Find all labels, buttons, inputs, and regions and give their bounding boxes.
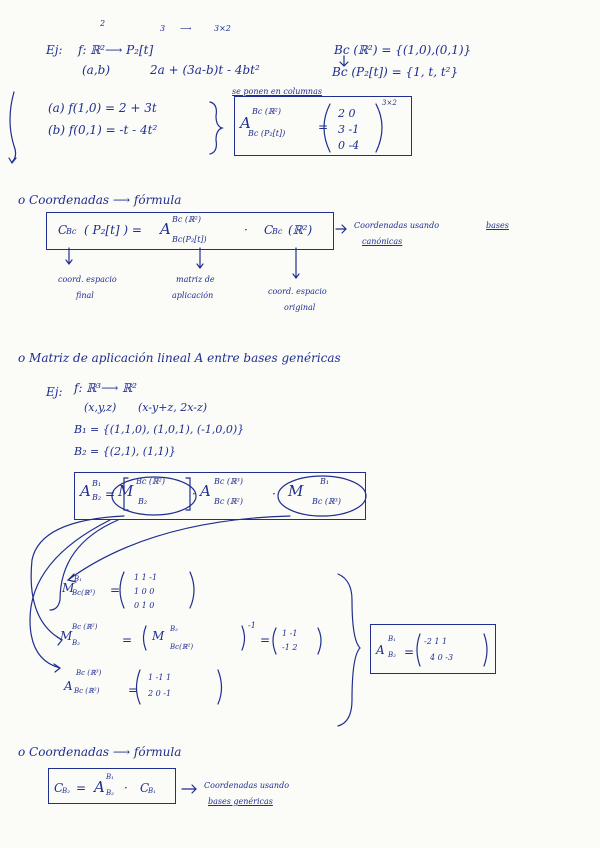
mat2-inner-rparen (242, 626, 245, 650)
matrix-superscript: B₁ (92, 479, 102, 488)
formula-aside: bases genéricas (208, 797, 273, 806)
matrix-subscript: Bc(ℝ³) (72, 589, 96, 597)
matrix-row: 1 -1 (282, 629, 298, 638)
matrix-superscript: Bc (ℝ²) (252, 107, 281, 116)
margin-mark (9, 92, 16, 163)
equals-sign: = (260, 633, 271, 647)
mat1-rparen (190, 572, 194, 608)
matrix-superscript: Bc (ℝ²) (72, 623, 98, 631)
evaluation-1: (a) f(1,0) = 2 + 3t (48, 101, 157, 115)
example-prefix: Ej: (46, 43, 63, 57)
dot-operator: · (192, 487, 196, 501)
matrix-row: 0 1 0 (134, 601, 155, 610)
arrow-down-icon (66, 248, 72, 264)
arrow-right-icon: ⟶ (180, 24, 192, 33)
matrix-symbol: A (94, 778, 105, 796)
coord-symbol: C (264, 223, 274, 237)
formula-aside: canónicas (362, 237, 403, 246)
coord-subscript: B₁ (148, 787, 156, 795)
matrix-symbol: A (160, 220, 171, 238)
matrix-subscript: B₂ (92, 493, 102, 502)
term-label: original (284, 303, 316, 312)
coord-subscript: Bc (272, 227, 283, 236)
matrix-superscript: B₂ (170, 625, 178, 633)
section-title: o Coordenadas ⟶ fórmula (18, 193, 182, 207)
term-label: coord. espacio (268, 287, 327, 296)
matrix-subscript: B₂ (72, 639, 80, 647)
matrix-symbol: M (62, 581, 75, 595)
map-argument: (x,y,z) (84, 401, 117, 414)
map-image: 2a + (3a-b)t - 4bt² (150, 63, 260, 77)
matrix-superscript: Bc (ℝ³) (76, 669, 102, 677)
equals-sign: = (105, 487, 116, 501)
example-prefix: Ej: (46, 385, 63, 399)
matrix-symbol: A (80, 482, 91, 500)
arrow-right-icon (336, 225, 346, 233)
matrix-subscript: Bc(P₂[t]) (172, 235, 207, 244)
matrix-symbol: M (60, 629, 73, 643)
matrix-subscript: B₂ (138, 497, 148, 506)
matrix-subscript: Bc(ℝ²) (170, 643, 194, 651)
exponent-label: 3 (160, 24, 166, 33)
mat2-rparen (318, 628, 321, 654)
matrix-symbol: A (240, 114, 251, 132)
basis-b2: B₂ = {(2,1), (1,1)} (74, 445, 176, 458)
formula-aside: Coordenadas usando (204, 781, 290, 790)
section-title: o Matriz de aplicación lineal A entre bases genéricas (18, 351, 341, 365)
section-title: o Coordenadas ⟶ fórmula (18, 745, 182, 759)
matrix-dimension: 3×2 (382, 99, 397, 107)
matrix-row: 3 -1 (338, 123, 360, 136)
matrix-symbol: A (64, 679, 73, 693)
matrix-superscript: B₁ (74, 575, 82, 583)
canonical-basis-r2: Bc (ℝ²) = {(1,0),(0,1)} (334, 43, 472, 57)
matrix-superscript: Bc (ℝ³) (214, 477, 243, 486)
equals-sign: = (128, 683, 139, 697)
dimension-label: 3×2 (214, 24, 231, 33)
matrix-subscript: B₂ (388, 651, 396, 659)
exponent-label: 2 (100, 19, 106, 28)
mat3-rparen (218, 670, 222, 704)
coord-argument: ( P₂[t] ) = (84, 223, 142, 237)
curve-arrow (30, 520, 110, 672)
evaluation-2: (b) f(0,1) = -t - 4t² (48, 123, 158, 137)
formula-aside: bases (486, 221, 509, 230)
matrix-row: 1 -1 1 (148, 673, 172, 682)
matrix-superscript: B₁ (106, 773, 114, 781)
big-brace (338, 574, 360, 726)
basis-b1: B₁ = {(1,1,0), (1,0,1), (-1,0,0)} (74, 423, 245, 436)
matrix-subscript: Bc (ℝ³) (312, 497, 341, 506)
dot-operator: · (124, 781, 128, 795)
term-label: matriz de (176, 275, 215, 284)
equals-sign: = (110, 583, 121, 597)
map-definition: f: ℝ³⟶ ℝ² (74, 381, 137, 395)
matrix-superscript: Bc (ℝ²) (136, 477, 165, 486)
matrix-symbol: M (152, 629, 165, 643)
map-definition: f: ℝ²⟶ P₂[t] (78, 43, 154, 57)
matrix-row: 1 1 -1 (134, 573, 158, 582)
coord-symbol: C (140, 781, 150, 795)
inverse-exponent: -1 (248, 621, 256, 630)
matrix-superscript: B₁ (388, 635, 396, 643)
matrix-superscript: B₁ (320, 477, 330, 486)
matrix-row: 1 0 0 (134, 587, 155, 596)
matrix-row: -1 2 (282, 643, 298, 652)
equals-sign: = (318, 120, 329, 134)
equals-sign: = (122, 633, 133, 647)
coord-subscript: B₂ (62, 787, 70, 795)
matrix-row: -2 1 1 (424, 637, 448, 646)
matrix-symbol: M (288, 482, 304, 500)
map-image: (x-y+z, 2x-z) (138, 401, 208, 414)
matrix-row: 2 0 (338, 107, 356, 120)
brace-right (210, 102, 222, 154)
mat1-lparen (120, 572, 124, 608)
matrix-symbol: M (118, 482, 134, 500)
matrix-row: 0 -4 (338, 139, 360, 152)
coord-argument: (ℝ²) (288, 223, 313, 237)
matrix-subscript: Bc (ℝ²) (214, 497, 243, 506)
equals-sign: = (404, 645, 415, 659)
columns-note: se ponen en columnas (232, 87, 322, 96)
matrix-symbol: A (376, 643, 385, 657)
term-label: coord. espacio (58, 275, 117, 284)
matrix-subscript: Bc (ℝ²) (74, 687, 100, 695)
arrow-right-icon (182, 785, 196, 793)
result-box (370, 624, 496, 674)
dot-operator: · (272, 487, 276, 501)
coord-symbol: C (58, 223, 68, 237)
matrix-subscript: B₂ (106, 789, 114, 797)
matrix-subscript: Bc (P₂[t]) (248, 129, 286, 138)
coord-symbol: C (54, 781, 64, 795)
matrix-symbol: A (200, 482, 211, 500)
arrow-down-icon (197, 248, 203, 268)
matrix-superscript: Bc (ℝ²) (172, 215, 201, 224)
map-argument: (a,b) (82, 63, 111, 77)
term-label: final (76, 291, 94, 300)
coord-subscript: Bc (66, 227, 77, 236)
arrow-down-icon (293, 248, 299, 278)
curve-arrow (68, 516, 290, 582)
formula-aside: Coordenadas usando (354, 221, 440, 230)
dot-operator: · (244, 223, 248, 237)
matrix-row: 2 0 -1 (148, 689, 172, 698)
canonical-basis-p2: Bc (P₂[t]) = {1, t, t²} (332, 65, 459, 79)
equals-sign: = (76, 781, 87, 795)
mat2-inner-lparen (144, 626, 147, 650)
term-label: aplicación (172, 291, 214, 300)
matrix-row: 4 0 -3 (430, 653, 454, 662)
mat2-lparen (273, 628, 276, 654)
